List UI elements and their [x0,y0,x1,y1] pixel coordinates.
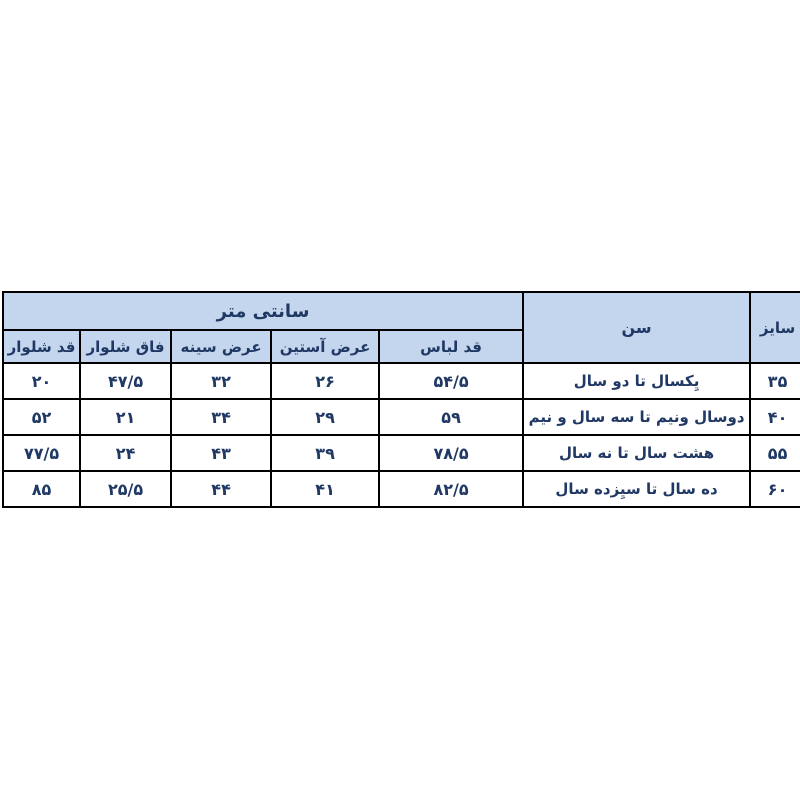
cell-garment-length: ۷۸/۵ [379,435,523,471]
cell-pants-length: ۵۲ [3,399,80,435]
cell-chest-width: ۴۴ [171,471,271,507]
cell-pants-length: ۲۰ [3,363,80,399]
cell-size: ۵۵ [750,435,800,471]
table-row [3,363,800,399]
header-row-top [3,292,800,330]
cell-pants-rise: ۲۵/۵ [80,471,171,507]
header-unit-centimeter: سانتی متر [3,292,523,330]
cell-pants-rise: ۲۴ [80,435,171,471]
cell-age: هشت سال تا نه سال [523,435,750,471]
cell-pants-length: ۸۵ [3,471,80,507]
cell-pants-rise: ۴۷/۵ [80,363,171,399]
cell-sleeve-width: ۳۹ [271,435,379,471]
header-age: سن [523,292,750,363]
cell-sleeve-width: ۴۱ [271,471,379,507]
cell-pants-length: ۷۷/۵ [3,435,80,471]
header-garment-length: قد لباس [379,330,523,363]
cell-age: دوسال ونیم تا سه سال و نیم [523,399,750,435]
cell-chest-width: ۳۴ [171,399,271,435]
header-chest-width: عرض سینه [171,330,271,363]
cell-chest-width: ۳۲ [171,363,271,399]
table-row [3,435,800,471]
cell-garment-length: ۵۹ [379,399,523,435]
header-pants-rise: فاق شلوار [80,330,171,363]
header-pants-length: قد شلوار [3,330,80,363]
cell-garment-length: ۵۴/۵ [379,363,523,399]
cell-age: یِکسال تا دو سال [523,363,750,399]
cell-garment-length: ۸۲/۵ [379,471,523,507]
size-chart-table [2,291,800,508]
cell-size: ۶۰ [750,471,800,507]
cell-size: ۳۵ [750,363,800,399]
cell-size: ۴۰ [750,399,800,435]
cell-age: ده سال تا سیِزده سال [523,471,750,507]
cell-sleeve-width: ۲۹ [271,399,379,435]
cell-pants-rise: ۲۱ [80,399,171,435]
table-row [3,399,800,435]
table-row [3,471,800,507]
cell-sleeve-width: ۲۶ [271,363,379,399]
header-sleeve-width: عرض آستین [271,330,379,363]
cell-chest-width: ۴۳ [171,435,271,471]
header-size: سایز [750,292,800,363]
size-chart-container [2,291,800,509]
